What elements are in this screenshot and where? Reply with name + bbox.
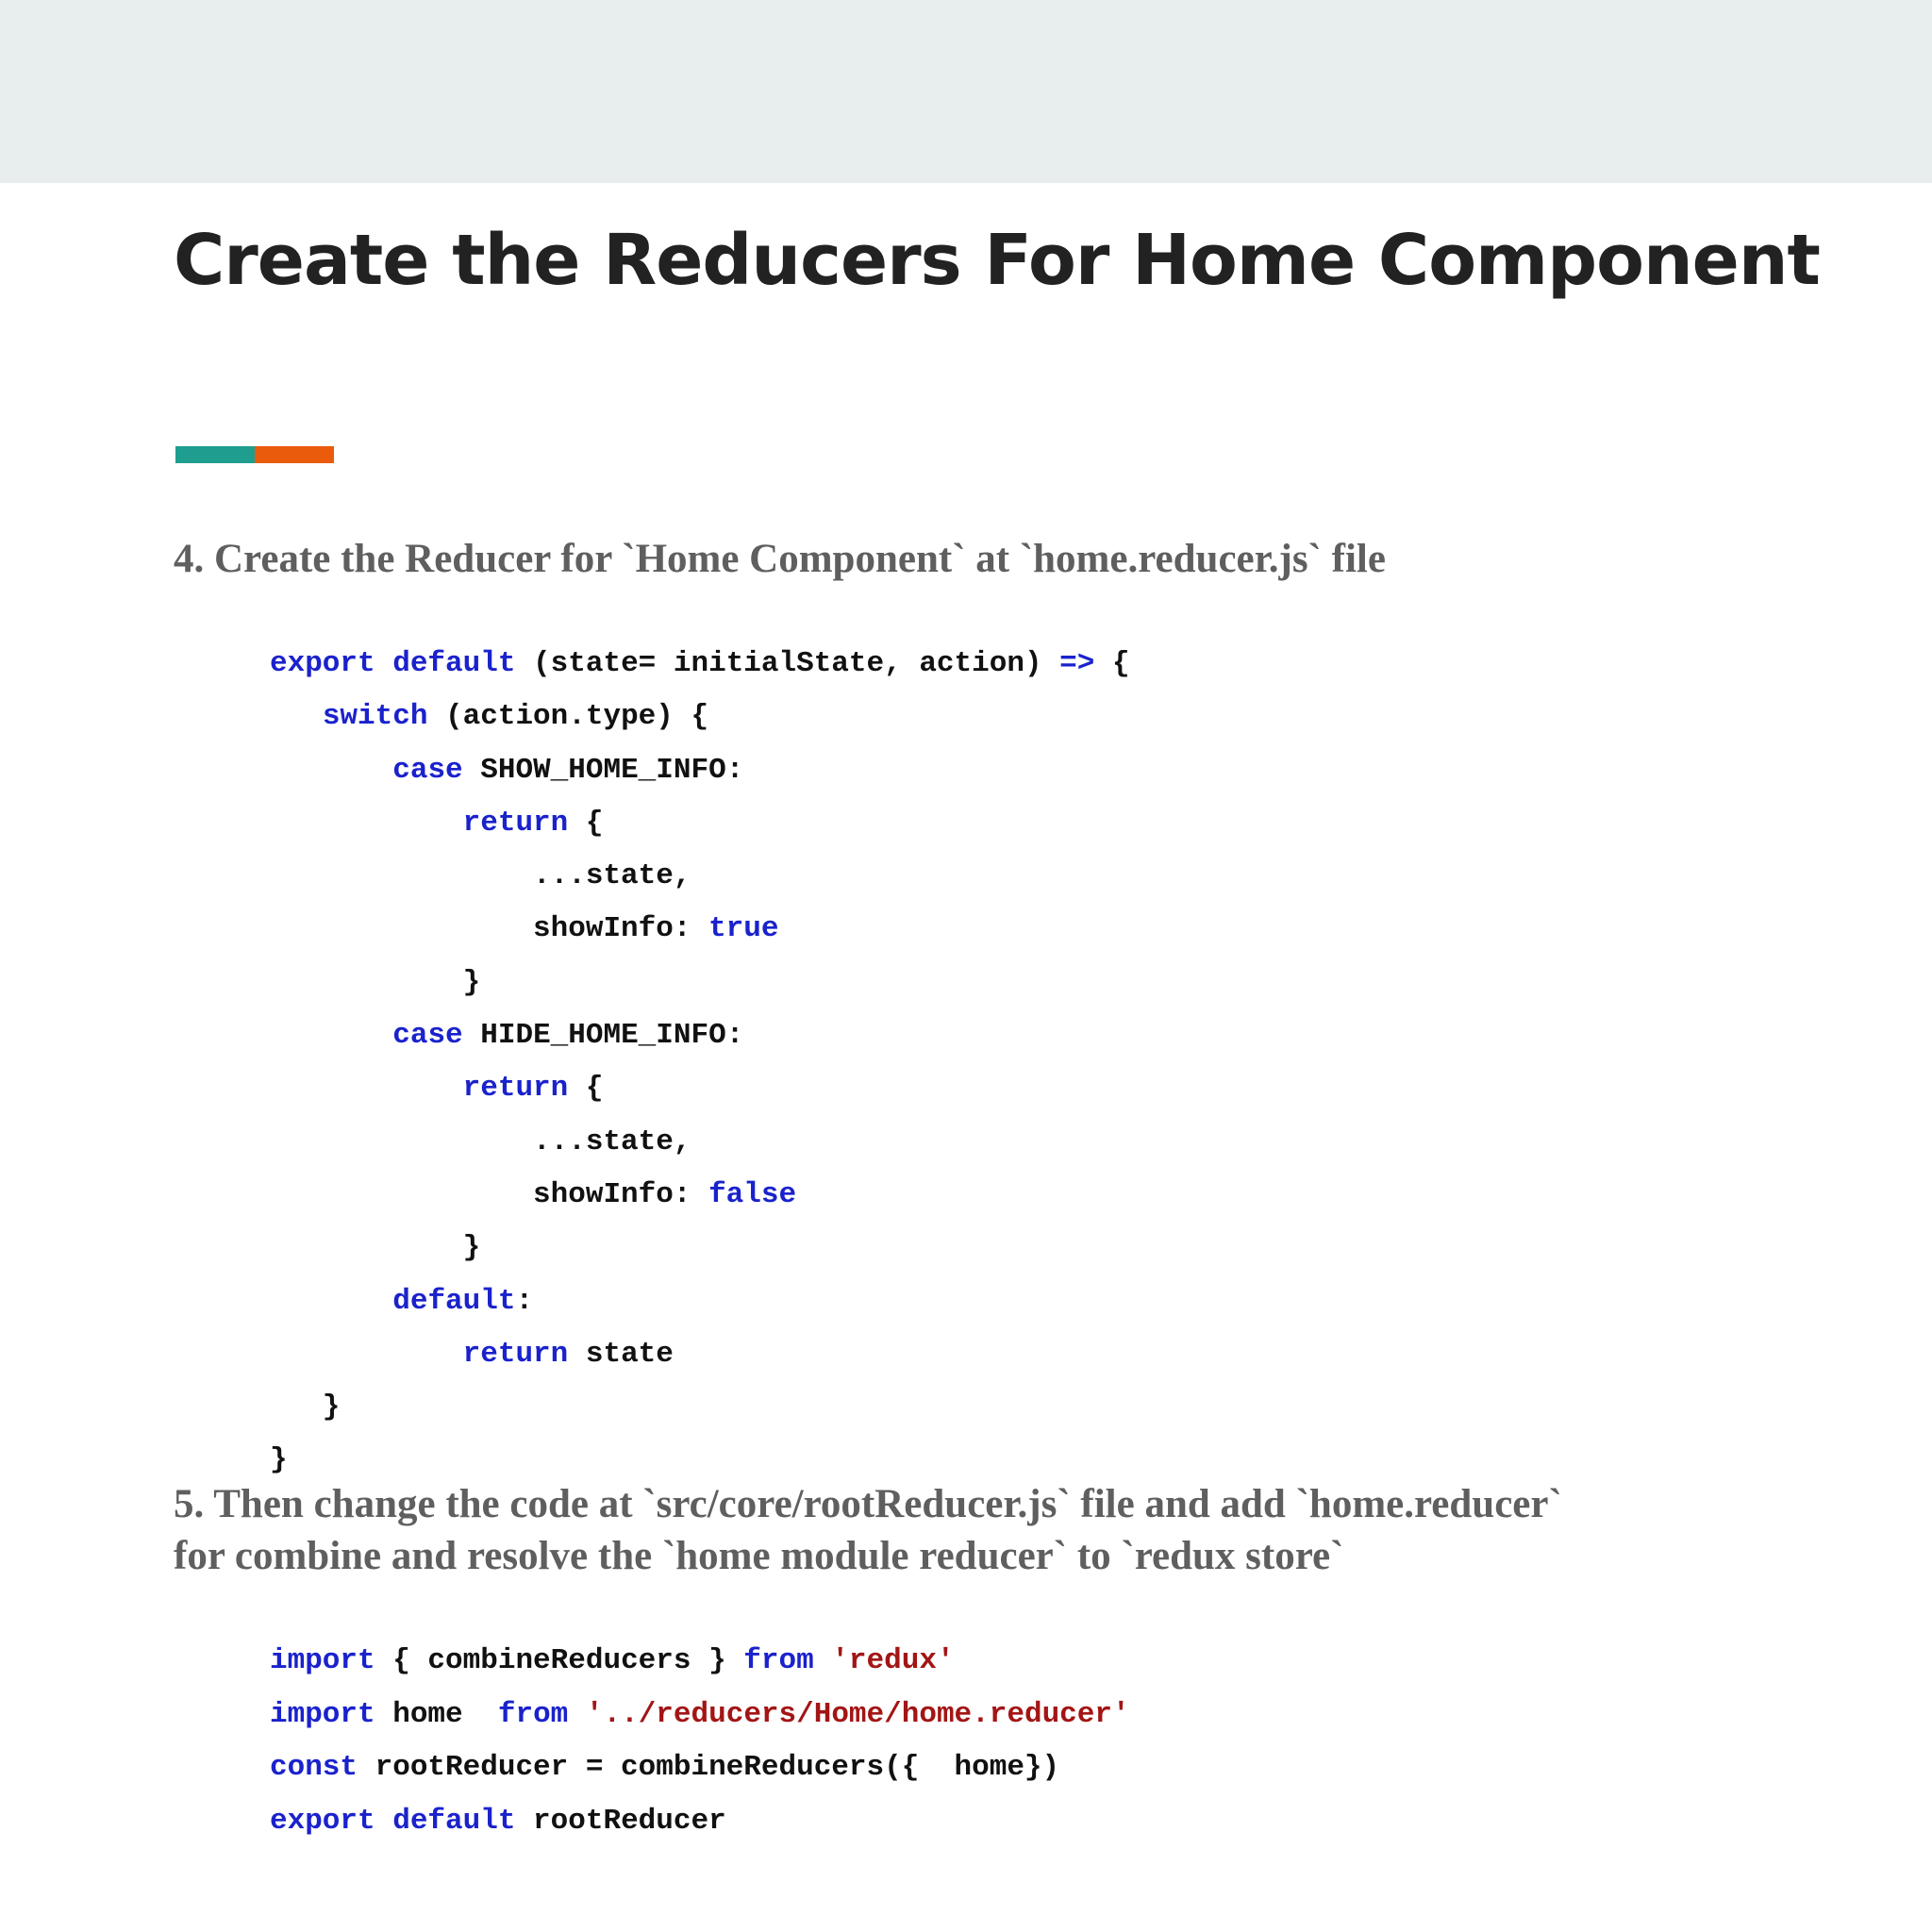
step-5-code-line [270,1635,1130,1689]
code-keyword: export default [270,1804,516,1838]
code-keyword: true [708,912,779,946]
code-keyword: default [392,1284,516,1318]
code-text: showInfo: [270,912,709,946]
code-text: rootReducer [515,1804,726,1838]
code-text [270,1338,463,1371]
code-text: home [375,1697,498,1731]
code-text [270,1019,392,1052]
code-keyword: import [270,1644,375,1677]
step-5-heading-line-1: 5. Then change the code at `src/core/rootReducer.js` file and add `home.reducer` [174,1482,1562,1526]
step-4-code-line [270,1381,1130,1434]
code-keyword: return [462,1337,569,1371]
step-4-code-line [270,1169,1130,1222]
code-keyword: return [462,1072,569,1106]
code-text [270,1072,463,1105]
code-keyword: return [462,806,569,840]
code-text: { combineReducers } [375,1644,744,1677]
code-keyword: const [270,1751,358,1784]
code-text [270,1285,392,1318]
code-string: '../reducers/Home/home.reducer' [585,1697,1130,1731]
code-text: } [270,965,481,999]
step-4-code-line [270,850,1130,903]
step-4-code-block [270,638,1130,1488]
step-4-code-line [270,691,1130,743]
code-text: } [270,1231,481,1265]
step-4-code-line [270,1275,1130,1328]
code-text: ...state, [270,859,691,893]
code-text [814,1644,832,1677]
code-keyword: switch [322,700,428,734]
step-4-code-line [270,957,1130,1009]
code-keyword: => [1059,647,1095,680]
code-text: SHOW_HOME_INFO: [462,753,744,787]
step-4-code-line [270,903,1130,956]
code-text: rootReducer = combineReducers({ home}) [358,1751,1060,1784]
accent-bar [175,446,334,463]
step-5-code-line [270,1741,1130,1795]
code-text: HIDE_HOME_INFO: [462,1019,744,1053]
code-text: state [568,1337,674,1371]
code-string: 'redux' [831,1644,955,1677]
code-keyword: import [270,1697,375,1731]
code-text [270,700,323,733]
code-text [270,807,463,840]
code-text: { [1094,647,1130,680]
code-text: (state= initialState, action) [515,647,1060,680]
code-text: ...state, [270,1124,691,1158]
step-4-code-line [270,1062,1130,1115]
step-4-code-line [270,797,1130,850]
code-text: } [270,1391,341,1424]
accent-bar-orange [255,446,334,463]
accent-bar-teal [175,446,255,463]
step-4-code-line [270,744,1130,797]
code-text [568,1698,586,1731]
code-keyword: false [708,1177,797,1211]
step-4-code-line [270,1328,1130,1381]
step-4-code-line [270,638,1130,691]
code-keyword: export default [270,647,516,680]
step-5-code-line [270,1689,1130,1742]
code-text [270,754,392,787]
code-text: { [568,806,604,840]
header-band [0,0,1932,183]
code-text: (action.type) { [427,700,709,734]
code-keyword: case [392,1019,463,1053]
step-5-code-line [270,1795,1130,1849]
step-4-code-line [270,1009,1130,1062]
code-text: } [270,1443,288,1477]
code-keyword: case [392,753,463,787]
code-keyword: from [743,1644,814,1677]
step-5-code-block [270,1635,1130,1848]
step-4-code-line [270,1222,1130,1274]
code-text: : [515,1284,534,1318]
step-5-heading-line-2: for combine and resolve the `home module reducer` to `redux store` [174,1534,1344,1578]
code-keyword: from [497,1697,569,1731]
step-4-heading: 4. Create the Reducer for `Home Component` at `home.reducer.js` file [174,537,1386,581]
step-4-code-line [270,1116,1130,1169]
code-text: { [568,1072,604,1106]
code-text: showInfo: [270,1177,709,1211]
page-title: Create the Reducers For Home Component [174,220,1820,301]
